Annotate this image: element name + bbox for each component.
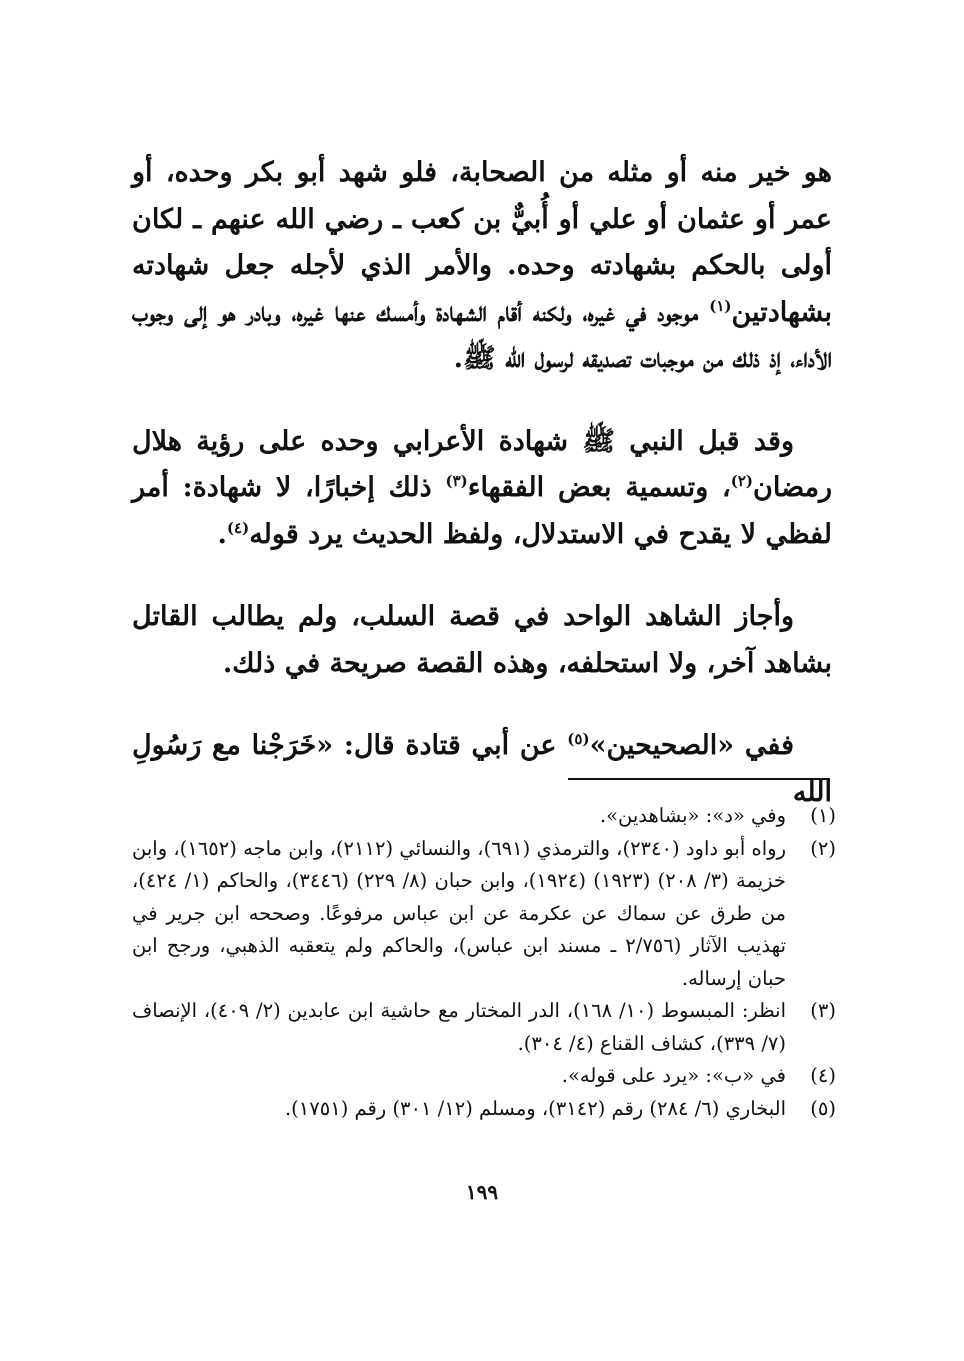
footnote-5	[132, 1093, 836, 1126]
paragraph-text: وقد قبل النبي ﷺ شهادة الأعرابي وحده على رؤية هلال رمضان	[132, 425, 832, 503]
footnote-text: انظر: المبسوط (١٠/ ١٦٨)، الدر المختار مع حاشية ابن عابدين (٢/ ٤٠٩)، الإنصاف (٧/ ٣٣٩)، كشاف القناع (٤/ ٣٠٤).	[132, 999, 786, 1055]
page-number: ١٩٩	[465, 1180, 499, 1204]
footnote-number: (١)	[810, 804, 836, 827]
paragraph-text: هو خير منه أو مثله من الصحابة، فلو شهد أبو بكر وحده، أو عمر أو عثمان أو علي أو أُبيٌّ بن كعب ـ رضي الله عنهم ـ لكان أولى بالحكم بشهادته وحده. والأمر الذي لأجله جعل شهادته بشهادتين	[132, 157, 832, 328]
paragraph-text: موجود في غيره، ولكنه أقام الشهادة وأمسك عنها غيره، وبادر هو إلى وجوب الأداء، إذ ذلك من موجبات تصديقه لرسول الله ﷺ.	[132, 296, 832, 374]
footnote-text: في «ب»: «يرد على قوله».	[561, 1064, 786, 1087]
paragraph-text: وأجاز الشاهد الواحد في قصة السلب، ولم يطالب القاتل بشاهد آخر، ولا استحلفه، وهذه القصة صريحة في ذلك.	[132, 601, 832, 679]
footnote-text: رواه أبو داود (٢٣٤٠)، والترمذي (٦٩١)، والنسائي (٢١١٢)، وابن ماجه (١٦٥٢)، وابن خزيمة (٣/ ٢٠٨) (١٩٢٣) (١٩٢٤)، وابن حبان (٨/ ٢٢٩) (٣٤٤٦)، والحاكم (١/ ٤٢٤)، من طرق عن سماك عن عكرمة عن ابن عباس مرفوعًا. وصححه ابن جرير في تهذيب الآثار (٢/٧٥٦ ـ مسند ابن عباس)، والحاكم ولم يتعقبه الذهبي، ورجح ابن حبان إرساله.	[132, 836, 786, 990]
footnote-ref-2: (٢)	[730, 472, 754, 490]
footnote-number: (٣)	[810, 999, 836, 1022]
main-text	[132, 150, 832, 816]
paragraph-1	[132, 150, 832, 383]
footnote-ref-1: (١)	[709, 296, 732, 315]
paragraph-text: ففي «الصحيحين»	[589, 730, 794, 761]
footnote-number: (٤)	[810, 1064, 836, 1087]
footnote-number: (٢)	[810, 836, 836, 860]
footnote-1	[132, 800, 836, 833]
paragraph-text: ، وتسمية بعض الفقهاء	[467, 472, 731, 503]
footnote-separator	[568, 778, 830, 780]
paragraph-text: ذلك إخبارًا، لا شهادة: أمر لفظي لا يقدح في الاستدلال، ولفظ الحديث يرد قوله	[132, 472, 832, 550]
footnote-ref-5: (٥)	[567, 730, 590, 748]
paragraph-2	[132, 419, 832, 559]
paragraph-3	[132, 594, 832, 687]
footnote-text: البخاري (٦/ ٢٨٤) رقم (٣١٤٢)، ومسلم (١٢/ ٣٠١) رقم (١٧٥١).	[284, 1096, 786, 1120]
paragraph-text: عن أبي قتادة قال: «خَرَجْنا مع رَسُولِ الله	[132, 730, 832, 808]
footnote-ref-4: (٤)	[226, 518, 250, 537]
footnotes	[132, 800, 836, 1125]
footnote-4	[132, 1060, 836, 1093]
footnote-text: وفي «د»: «بشاهدين».	[599, 804, 786, 827]
footnote-number: (٥)	[810, 1096, 836, 1120]
footnote-3	[132, 995, 836, 1060]
paragraph-text: .	[217, 518, 227, 550]
footnote-2	[132, 833, 836, 996]
footnote-ref-3: (٣)	[445, 472, 468, 490]
